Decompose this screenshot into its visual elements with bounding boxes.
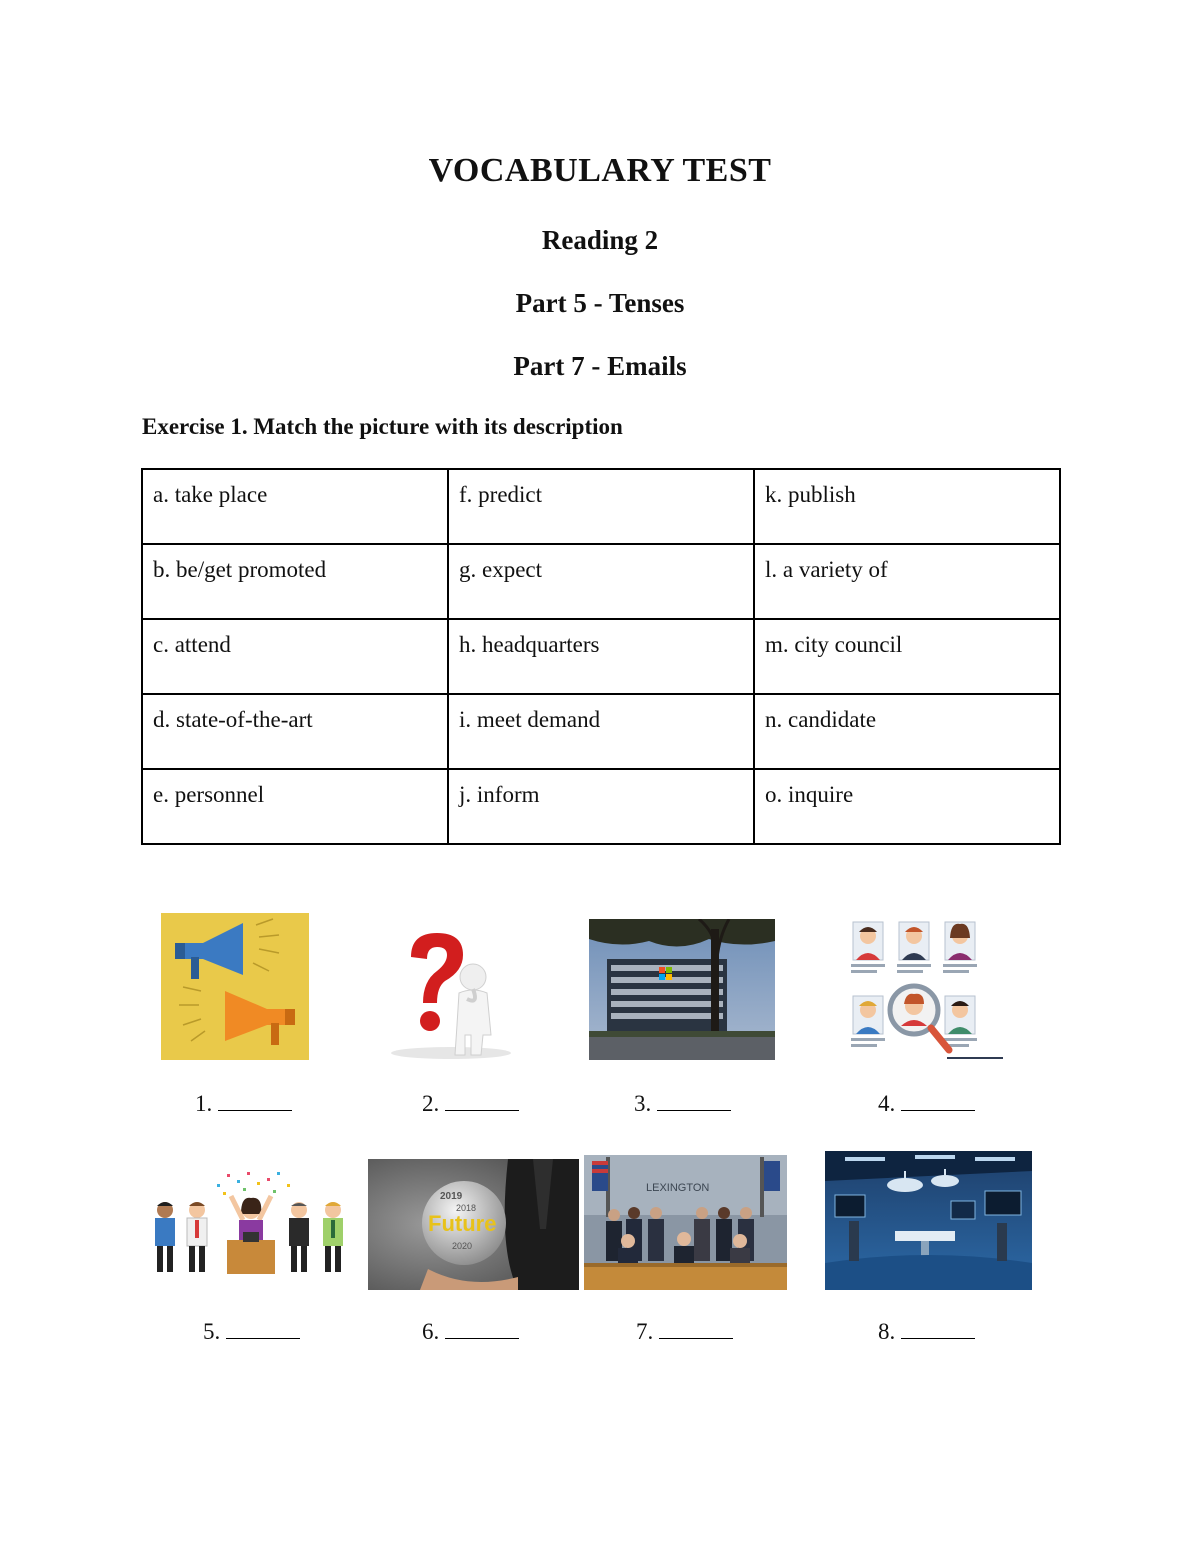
picture-number: 2.: [422, 1091, 440, 1116]
vocabulary-table: [141, 468, 1061, 845]
answer-blank[interactable]: [445, 1318, 519, 1339]
table-cell: g. expect: [448, 544, 754, 619]
table-cell: c. attend: [142, 619, 448, 694]
subtitle-part7: Part 7 - Emails: [513, 351, 687, 381]
picture-label-1: [195, 1090, 292, 1117]
office-building-photo: [589, 919, 775, 1060]
picture-label-6: [422, 1318, 519, 1345]
answer-blank[interactable]: [901, 1318, 975, 1339]
table-cell: a. take place: [142, 469, 448, 544]
table-row: [142, 469, 1060, 544]
table-cell: o. inquire: [754, 769, 1060, 844]
answer-blank[interactable]: [445, 1090, 519, 1111]
picture-number: 4.: [878, 1091, 896, 1116]
council-sign-text: LEXINGTON: [646, 1182, 710, 1194]
table-row: [142, 694, 1060, 769]
answer-blank[interactable]: [218, 1090, 292, 1111]
ball-year-3: 2020: [452, 1241, 473, 1251]
city-council-photo: [584, 1155, 787, 1290]
operating-room-photo: [825, 1151, 1032, 1290]
picture-number: 6.: [422, 1319, 440, 1344]
table-cell: e. personnel: [142, 769, 448, 844]
table-cell: n. candidate: [754, 694, 1060, 769]
table-cell: d. state-of-the-art: [142, 694, 448, 769]
ball-year-2: 2018: [456, 1203, 477, 1213]
picture-label-3: [634, 1090, 731, 1117]
picture-number: 3.: [634, 1091, 652, 1116]
megaphones-icon: [161, 913, 309, 1060]
answer-blank[interactable]: [226, 1318, 300, 1339]
table-row: [142, 619, 1060, 694]
picture-label-7: [636, 1318, 733, 1345]
table-cell: m. city council: [754, 619, 1060, 694]
table-cell: i. meet demand: [448, 694, 754, 769]
table-cell: j. inform: [448, 769, 754, 844]
table-cell: h. headquarters: [448, 619, 754, 694]
table-cell: f. predict: [448, 469, 754, 544]
picture-number: 8.: [878, 1319, 896, 1344]
ball-future-text: Future: [428, 1211, 497, 1236]
page-title: VOCABULARY TEST: [428, 152, 772, 189]
table-row: [142, 769, 1060, 844]
picture-number: 1.: [195, 1091, 213, 1116]
candidates-magnifier-icon: [843, 918, 1007, 1060]
table-cell: l. a variety of: [754, 544, 1060, 619]
answer-blank[interactable]: [657, 1090, 731, 1111]
table-cell: k. publish: [754, 469, 1060, 544]
future-crystal-ball-photo: [368, 1159, 579, 1290]
question-mark-person-icon: [387, 925, 515, 1060]
exercise-heading: Exercise 1. Match the picture with its description: [142, 414, 623, 439]
table-cell: b. be/get promoted: [142, 544, 448, 619]
picture-number: 5.: [203, 1319, 221, 1344]
table-row: [142, 544, 1060, 619]
picture-label-8: [878, 1318, 975, 1345]
picture-label-2: [422, 1090, 519, 1117]
celebrating-coworkers-icon: [147, 1170, 355, 1276]
answer-blank[interactable]: [659, 1318, 733, 1339]
picture-label-4: [878, 1090, 975, 1117]
subtitle-reading: Reading 2: [541, 225, 659, 255]
answer-blank[interactable]: [901, 1090, 975, 1111]
picture-label-5: [203, 1318, 300, 1345]
subtitle-part5: Part 5 - Tenses: [515, 288, 685, 318]
ball-year-1: 2019: [440, 1191, 463, 1202]
picture-number: 7.: [636, 1319, 654, 1344]
